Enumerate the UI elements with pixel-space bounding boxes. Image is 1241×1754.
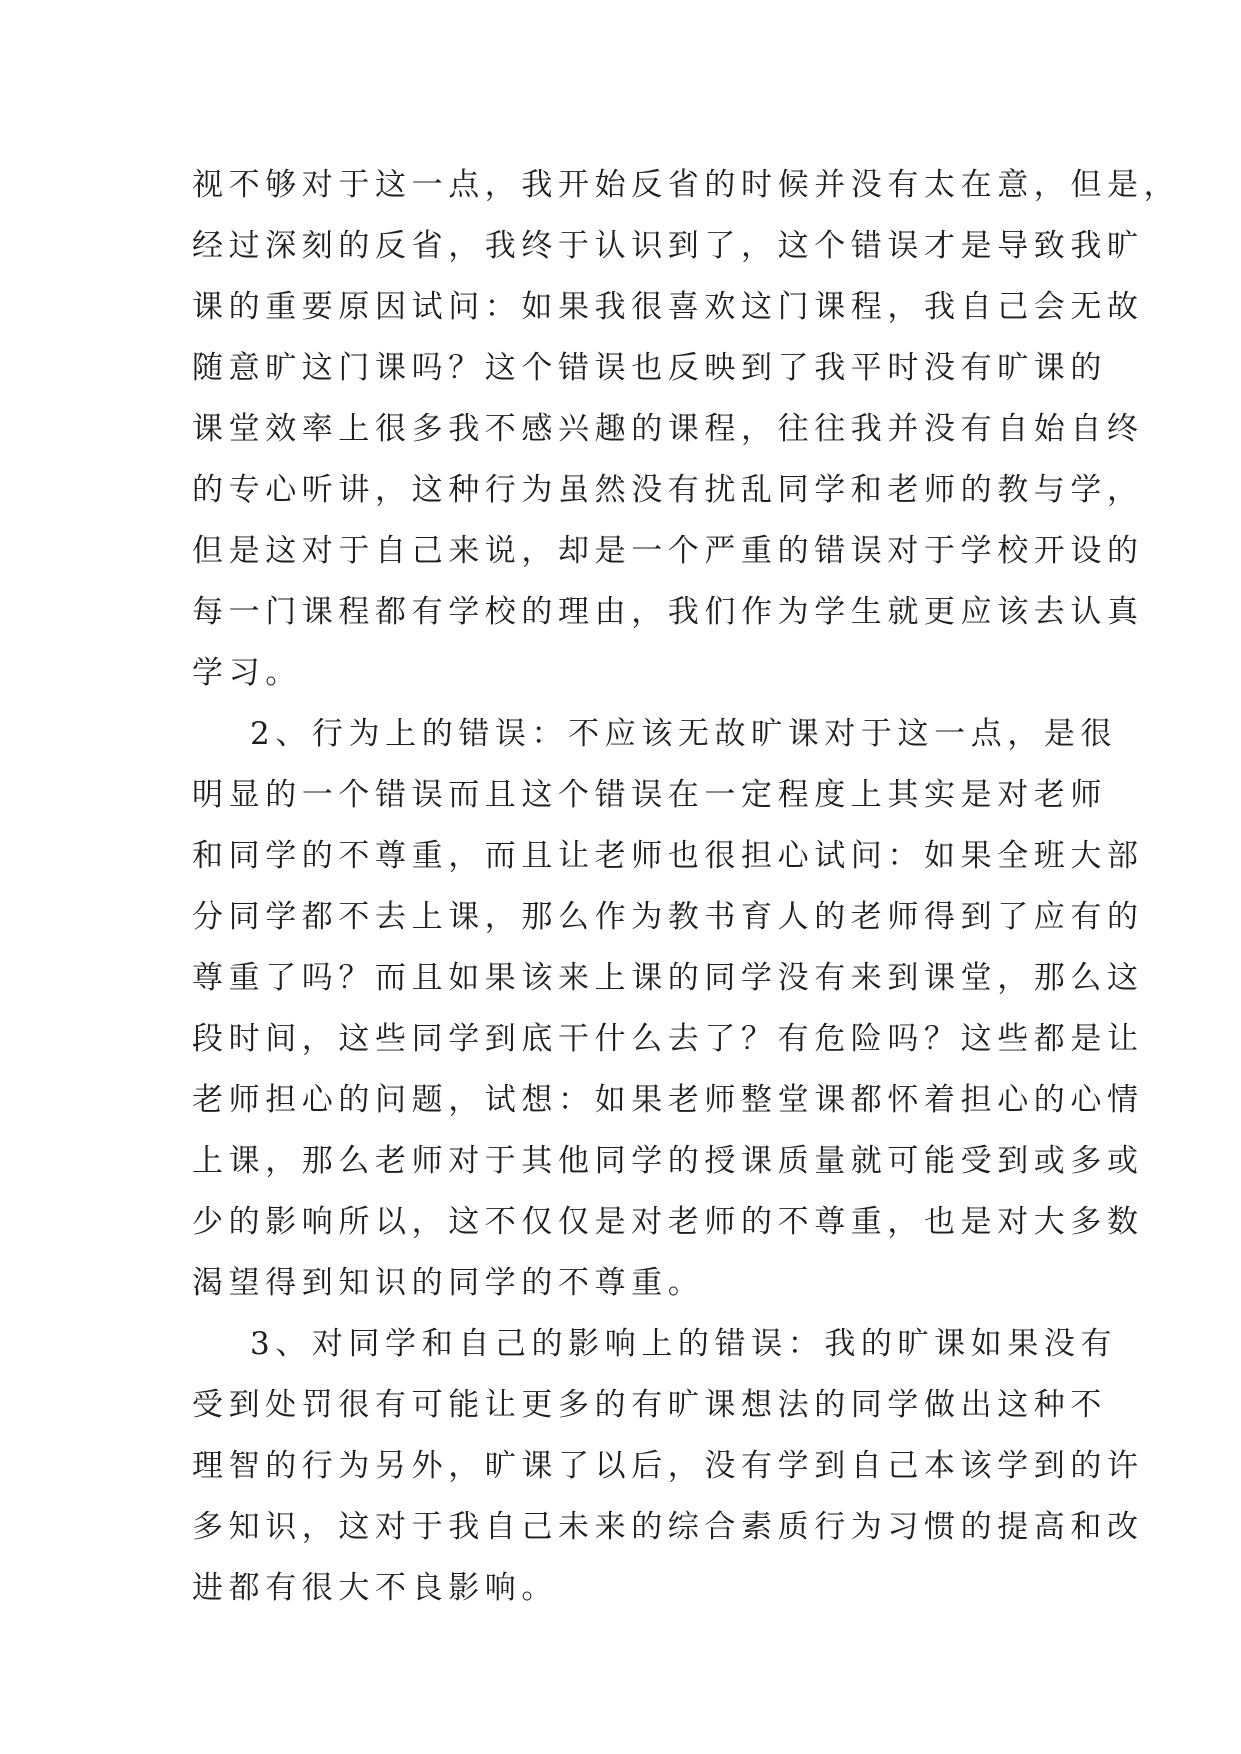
document-body <box>192 155 1181 1619</box>
text-line: 尊重了吗？而且如果该来上课的同学没有来到课堂，那么这 <box>192 960 1144 996</box>
text-line: 分同学都不去上课，那么作为教书育人的老师得到了应有的 <box>192 899 1144 935</box>
paragraph-1 <box>192 155 1181 704</box>
text-line: 视不够对于这一点，我开始反省的时候并没有太在意，但是， <box>192 167 1181 203</box>
text-line: 随意旷这门课吗？这个错误也反映到了我平时没有旷课的 <box>192 350 1107 386</box>
text-line: 每一门课程都有学校的理由，我们作为学生就更应该去认真 <box>192 594 1144 630</box>
text-line: 进都有很大不良影响。 <box>192 1570 558 1606</box>
text-line: 3、对同学和自己的影响上的错误：我的旷课如果没有 <box>250 1326 1118 1362</box>
paragraph-3 <box>192 1314 1144 1619</box>
text-line: 上课，那么老师对于其他同学的授课质量就可能受到或多或 <box>192 1143 1144 1179</box>
text-line: 多知识，这对于我自己未来的综合素质行为习惯的提高和改 <box>192 1509 1144 1545</box>
text-line: 课堂效率上很多我不感兴趣的课程，往往我并没有自始自终 <box>192 411 1144 447</box>
text-line: 学习。 <box>192 655 302 691</box>
text-line: 课的重要原因试问：如果我很喜欢这门课程，我自己会无故 <box>192 289 1144 325</box>
text-line: 渴望得到知识的同学的不尊重。 <box>192 1265 705 1301</box>
paragraph-2 <box>192 704 1144 1314</box>
text-line: 少的影响所以，这不仅仅是对老师的不尊重，也是对大多数 <box>192 1204 1144 1240</box>
text-line: 理智的行为另外，旷课了以后，没有学到自己本该学到的许 <box>192 1448 1144 1484</box>
text-line: 的专心听讲，这种行为虽然没有扰乱同学和老师的教与学， <box>192 472 1144 508</box>
text-line: 2、行为上的错误：不应该无故旷课对于这一点，是很 <box>250 716 1118 752</box>
text-line: 和同学的不尊重，而且让老师也很担心试问：如果全班大部 <box>192 838 1144 874</box>
text-line: 老师担心的问题，试想：如果老师整堂课都怀着担心的心情 <box>192 1082 1144 1118</box>
text-line: 明显的一个错误而且这个错误在一定程度上其实是对老师 <box>192 777 1107 813</box>
text-line: 段时间，这些同学到底干什么去了？有危险吗？这些都是让 <box>192 1021 1144 1057</box>
text-line: 但是这对于自己来说，却是一个严重的错误对于学校开设的 <box>192 533 1144 569</box>
text-line: 经过深刻的反省，我终于认识到了，这个错误才是导致我旷 <box>192 228 1144 264</box>
text-line: 受到处罚很有可能让更多的有旷课想法的同学做出这种不 <box>192 1387 1107 1423</box>
